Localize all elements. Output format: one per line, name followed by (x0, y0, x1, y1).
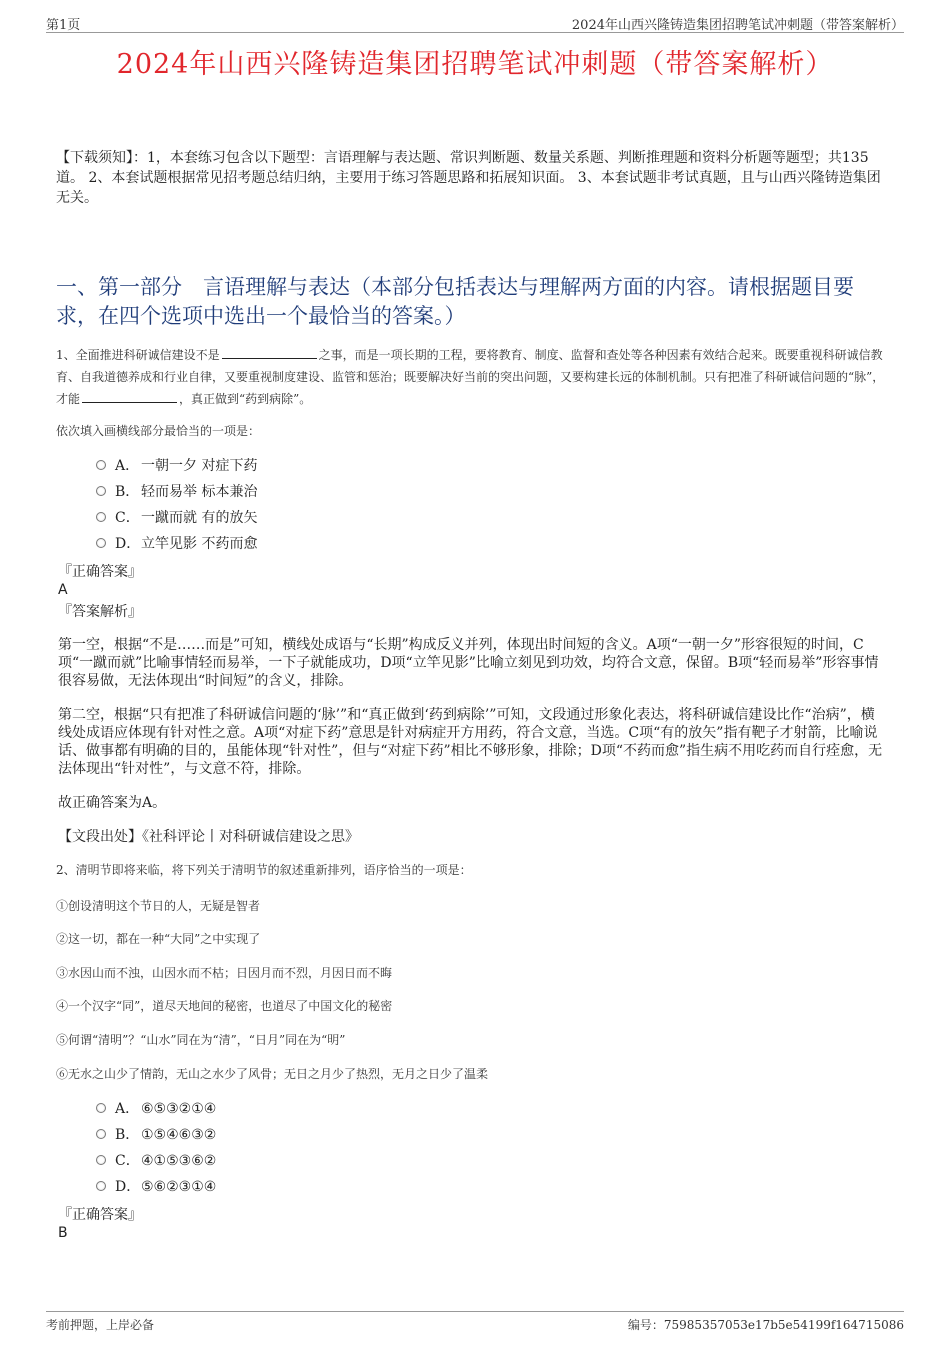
footer-slogan: 考前押题，上岸必备 (46, 1318, 155, 1332)
option-letter: A． (115, 458, 140, 474)
q1-stem-text-3: ，真正做到“药到病除”。 (179, 392, 312, 406)
passage-source: 【文段出处】《社科评论丨对科研诚信建设之思》 (58, 829, 359, 845)
fill-blank-2 (82, 389, 177, 403)
option-b[interactable] (96, 1122, 216, 1148)
correct-answer-label: 『正确答案』 (58, 564, 142, 580)
q1-stem-text-2: 之事，而是一项长期的工程，要将教育、制度、监督和查处等各种因素有效结合起来。既要重视科研诚信教育、自我道德养成和行业自律，又要重视制度建设、监管和惩治；既要解决好当前的突出问题，又要构建长远的体制机制。只有把准了科研诚信问题的“脉”，才能 (56, 348, 885, 406)
correct-answer: A (58, 582, 68, 598)
header-doc-title: 2024年山西兴隆铸造集团招聘笔试冲刺题（带答案解析） (571, 18, 904, 33)
section-heading: 一、第一部分 言语理解与表达（本部分包括表达与理解两方面的内容。请根据题目要求，在四个选项中选出一个最恰当的答案。） (56, 275, 854, 328)
sentence-1: ①创设清明这个节日的人，无疑是智者 (56, 899, 261, 913)
option-letter: B． (115, 484, 140, 500)
sentence-3: ③水因山而不浊，山因水而不枯；日因月而不烈，月因日而不晦 (56, 966, 393, 980)
sentence-6: ⑥无水之山少了情韵，无山之水少了风骨；无日之月少了热烈，无月之日少了温柔 (56, 1067, 489, 1081)
page-header (46, 10, 904, 33)
question-1-instruction: 依次填入画横线部分最恰当的一项是： (56, 424, 261, 438)
option-text: 轻而易举 标本兼治 (141, 484, 258, 500)
option-letter: C． (115, 510, 140, 526)
radio-button[interactable] (96, 460, 106, 470)
option-d[interactable] (96, 1174, 216, 1200)
option-text: ①⑤④⑥③② (141, 1127, 217, 1143)
radio-button[interactable] (96, 1103, 106, 1113)
option-text: ⑤⑥②③①④ (141, 1179, 217, 1195)
radio-button[interactable] (96, 538, 106, 548)
analysis-paragraph-2: 第二空，根据“只有把准了科研诚信问题的‘脉’”和“真正做到‘药到病除’”可知，文段通过形象化表达，将科研诚信建设比作“治病”，横线处成语应体现有针对性之意。A项“对症下药”意思是针对病症开方用药，符合文意，当选。C项“有的放矢”指有靶子才射箭，比喻说话、做事都有明确的目的，虽能体现“针对性”，但与“对症下药”相比不够形象，排除；D项“不药而愈”指生病不用吃药而自行痊愈，无法体现出“针对性”，与文意不符，排除。 (58, 707, 883, 777)
download-notice: 【下载须知】：1，本套练习包含以下题型：言语理解与表达题、常识判断题、数量关系题、判断推理题和资料分析题等题型；共135道。 2、本套试题根据常见招考题总结归纳，主要用于练习答题思路和拓展知识面。 3、本套试题非考试真题，且与山西兴隆铸造集团无关。 (56, 150, 881, 206)
analysis-label: 『答案解析』 (58, 604, 142, 620)
option-letter: A． (115, 1101, 140, 1117)
radio-button[interactable] (96, 1155, 106, 1165)
option-text: 立竿见影 不药而愈 (141, 536, 258, 552)
option-d[interactable] (96, 531, 257, 557)
option-letter: C． (115, 1153, 140, 1169)
analysis-paragraph-1: 第一空，根据“不是……而是”可知，横线处成语与“长期”构成反义并列，体现出时间短的含义。A项“一朝一夕”形容很短的时间，C项“一蹴而就”比喻事情轻而易举，一下子就能成功，D项“立竿见影”比喻立刻见到功效，均符合文意，保留。B项“轻而易举”形容事情很容易做，无法体现出“时间短”的含义，排除。 (58, 637, 879, 689)
page-title: 2024年山西兴隆铸造集团招聘笔试冲刺题（带答案解析） (116, 49, 834, 80)
sentence-2: ②这一切，都在一种“大同”之中实现了 (56, 932, 261, 946)
fill-blank-1 (222, 345, 317, 359)
sentence-5: ⑤何谓“清明”？“山水”同在为“清”，“日月”同在为“明” (56, 1033, 346, 1047)
radio-button[interactable] (96, 512, 106, 522)
option-c[interactable] (96, 1148, 216, 1174)
option-a[interactable] (96, 453, 257, 479)
radio-button[interactable] (96, 1129, 106, 1139)
option-letter: D． (115, 1179, 141, 1195)
question-1-stem (56, 344, 890, 410)
option-letter: D． (115, 536, 141, 552)
question-2-stem: 2、清明节即将来临，将下列关于清明节的叙述重新排列，语序恰当的一项是： (56, 863, 472, 877)
radio-button[interactable] (96, 1181, 106, 1191)
sentence-4: ④一个汉字“同”，道尽天地间的秘密，也道尽了中国文化的秘密 (56, 999, 393, 1013)
page-number: 第1页 (46, 18, 81, 33)
question-1-options (96, 453, 257, 557)
option-letter: B． (115, 1127, 140, 1143)
option-text: ⑥⑤③②①④ (141, 1101, 217, 1117)
correct-answer: B (58, 1225, 68, 1241)
question-2-options (96, 1096, 216, 1200)
radio-button[interactable] (96, 486, 106, 496)
option-text: 一朝一夕 对症下药 (141, 458, 258, 474)
correct-answer-label: 『正确答案』 (58, 1207, 142, 1223)
page-footer (46, 1311, 904, 1336)
option-c[interactable] (96, 505, 257, 531)
option-a[interactable] (96, 1096, 216, 1122)
analysis-conclusion: 故正确答案为A。 (58, 795, 167, 811)
option-b[interactable] (96, 479, 257, 505)
option-text: 一蹴而就 有的放矢 (141, 510, 258, 526)
document-code: 编号：75985357053e17b5e54199f164715086 (627, 1318, 904, 1332)
q1-stem-text-1: 1、全面推进科研诚信建设不是 (56, 348, 220, 362)
option-text: ④①⑤③⑥② (141, 1153, 217, 1169)
